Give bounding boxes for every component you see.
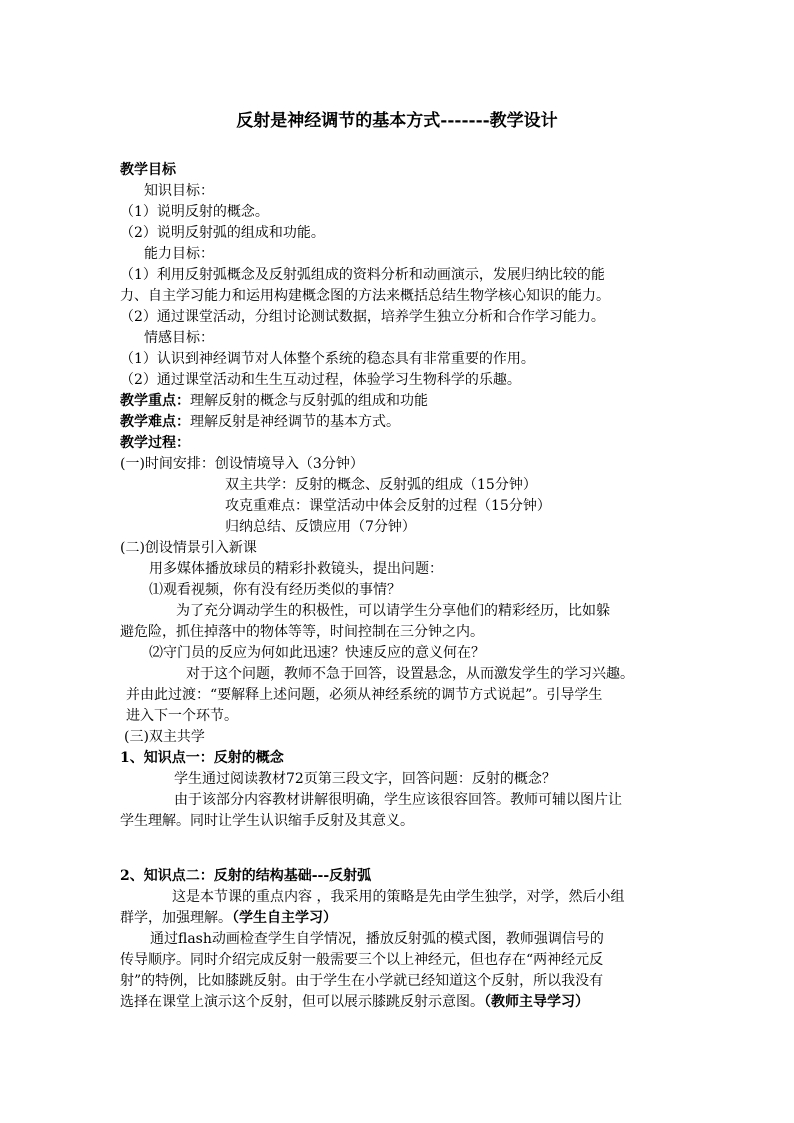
- knowledge-goal-2: （2）说明反射弧的组成和功能。: [120, 225, 325, 241]
- kp2-line-6-text: 选择在课堂上演示这个反射，但可以展示膝跳反射示意图。: [120, 994, 484, 1010]
- co-learning-heading: (三)双主共学: [124, 729, 205, 745]
- kp2-line-5: 射”的特例，比如膝跳反射。由于学生在小学就已经知道这个反射，所以我没有: [120, 973, 604, 989]
- process-heading: 教学过程：: [120, 435, 190, 451]
- page-title: 反射是神经调节的基本方式-------教学设计: [236, 111, 558, 131]
- time-line-3: 攻克重难点：课堂活动中体会反射的过程（15分钟）: [225, 498, 551, 514]
- kp1-heading: 1、知识点一：反射的概念: [120, 750, 284, 766]
- kp2-line-2-bold: （学生自主学习）: [232, 910, 337, 926]
- ability-goal-2: （2）通过课堂活动，分组讨论测试数据，培养学生独立分析和合作学习能力。: [120, 309, 605, 325]
- kp2-line-1: 这是本节课的重点内容 ，我采用的策略是先由学生独学，对学，然后小组: [172, 889, 625, 905]
- key-point-label: 教学重点：: [120, 393, 190, 409]
- kp2-line-3: 通过flash动画检查学生自学情况，播放反射弧的模式图，教师强调信号的: [150, 931, 604, 947]
- kp2-line-2: [120, 908, 337, 928]
- key-point-text: 理解反射的概念与反射弧的组成和功能: [190, 393, 428, 409]
- time-line-1: (一)时间安排：创设情境导入（3分钟）: [120, 456, 364, 472]
- kp1-line-3: 学生理解。同时让学生认识缩手反射及其意义。: [120, 813, 414, 829]
- intro-question-2: ⑵守门员的反应为何如此迅速？快速反应的意义何在？: [149, 645, 485, 661]
- kp2-line-4: 传导顺序。同时介绍完成反射一般需要三个以上神经元，但也存在“两神经元反: [120, 952, 604, 968]
- ability-goal-1-line1: （1）利用反射弧概念及反射弧组成的资料分析和动画演示，发展归纳比较的能: [120, 267, 605, 283]
- intro-answer-2-line1: 对于这个问题，教师不急于回答，设置悬念，从而激发学生的学习兴趣。: [186, 666, 634, 682]
- difficult-point-label: 教学难点：: [120, 414, 190, 430]
- intro-question-1: ⑴观看视频，你有没有经历类似的事情？: [149, 582, 401, 598]
- difficult-point: [120, 412, 400, 432]
- goals-heading: 教学目标: [120, 162, 176, 178]
- emotion-goal-2: （2）通过课堂活动和生生互动过程，体验学习生物科学的乐趣。: [120, 372, 521, 388]
- ability-goal-1-line2: 力、自主学习能力和运用构建概念图的方法来概括总结生物学核心知识的能力。: [120, 288, 610, 304]
- emotion-goals-label: 情感目标：: [144, 330, 214, 346]
- intro-line-1: 用多媒体播放球员的精彩扑救镜头，提出问题：: [149, 561, 443, 577]
- difficult-point-text: 理解反射是神经调节的基本方式。: [190, 414, 400, 430]
- kp1-line-1: 学生通过阅读教材72页第三段文字，回答问题：反射的概念？: [174, 771, 556, 787]
- kp2-heading: 2、知识点二：反射的结构基础---反射弧: [120, 868, 372, 884]
- knowledge-goal-1: （1）说明反射的概念。: [120, 204, 269, 220]
- intro-answer-2-line3: 进入下一个环节。: [126, 708, 238, 724]
- emotion-goal-1: （1）认识到神经调节对人体整个系统的稳态具有非常重要的作用。: [120, 351, 535, 367]
- intro-answer-2-line2: 并由此过渡：“要解释上述问题，必须从神经系统的调节方式说起”。引导学生: [126, 687, 603, 703]
- kp2-line-2-text: 群学，加强理解。: [120, 910, 232, 926]
- intro-answer-1-line2: 避危险，抓住掉落中的物体等等，时间控制在三分钟之内。: [120, 624, 484, 640]
- kp2-line-6-bold: （教师主导学习）: [484, 994, 589, 1010]
- kp1-line-2: 由于该部分内容教材讲解很明确，学生应该很容回答。教师可辅以图片让: [174, 792, 622, 808]
- time-line-2: 双主共学：反射的概念、反射弧的组成（15分钟）: [225, 477, 537, 493]
- intro-answer-1-line1: 为了充分调动学生的积极性，可以请学生分享他们的精彩经历，比如躲: [176, 603, 610, 619]
- ability-goals-label: 能力目标：: [144, 246, 214, 262]
- time-line-4: 归纳总结、反馈应用（7分钟）: [225, 519, 416, 535]
- key-point: [120, 391, 428, 411]
- knowledge-goals-label: 知识目标：: [144, 183, 214, 199]
- kp2-line-6: [120, 992, 589, 1012]
- intro-heading: (二)创设情景引入新课: [120, 540, 257, 556]
